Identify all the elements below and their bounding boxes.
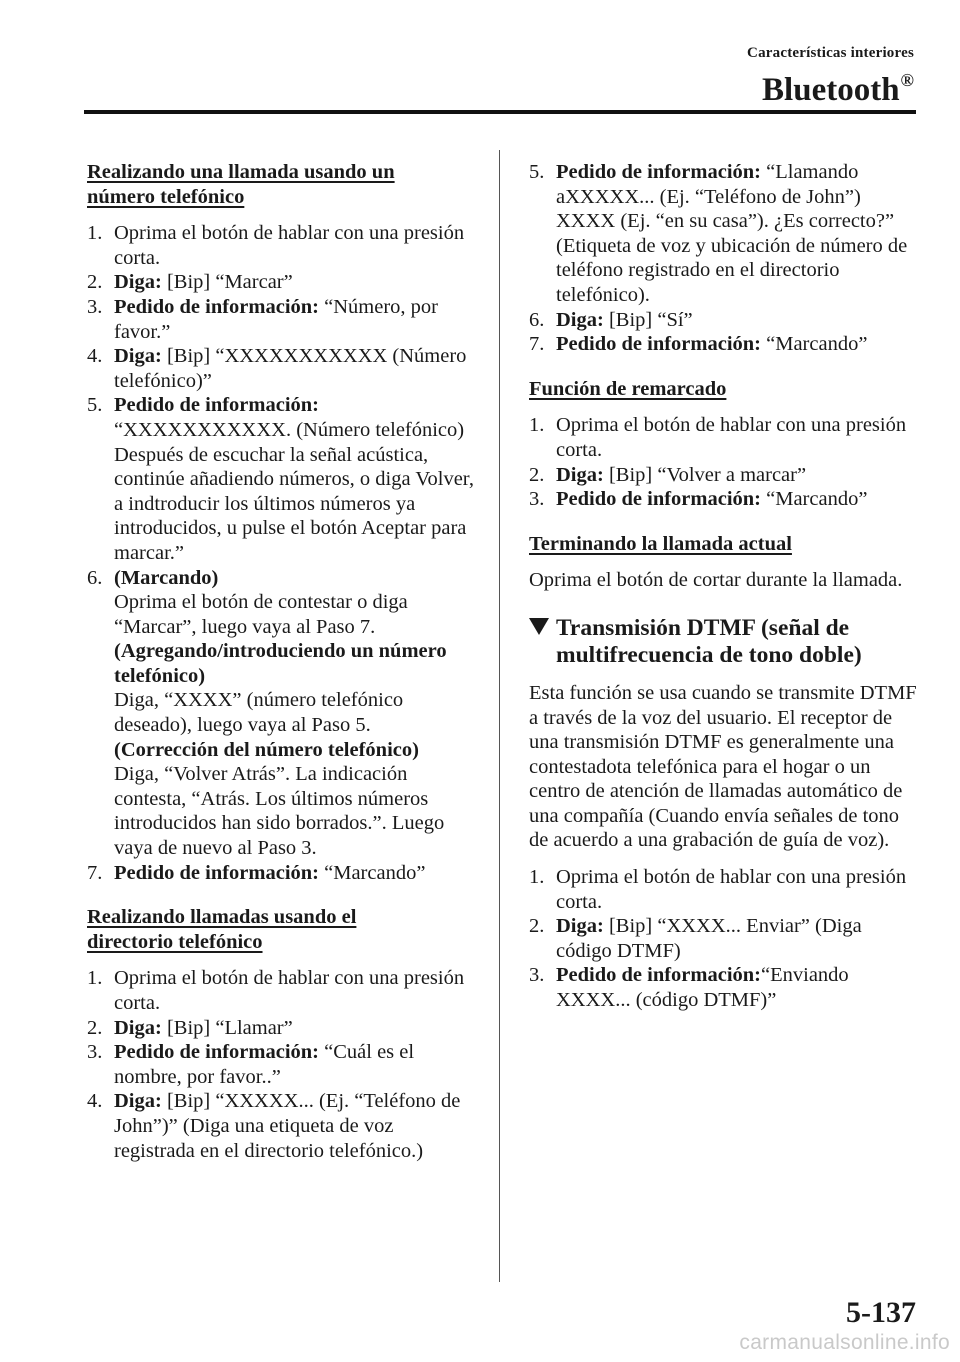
list-item: 2. Diga: [Bip] “XXXX... Enviar” (Diga código DTMF) [529, 915, 862, 962]
list-item: 1. Oprima el botón de hablar con una presión corta. [529, 866, 907, 913]
list-item: 4. Diga: [Bip] “XXXXXXXXXXX (Número telefónico)” [87, 345, 467, 392]
list-item: 5. Pedido de información: “Llamando aXXXXX... (Ej. “Teléfono de John”) XXXX (Ej. “en su casa”). ¿Es correcto?” (Etiqueta de voz y ubicación de número de teléfono registrado en el directorio telefónico). [529, 161, 908, 306]
section-heading-dtmf: Transmisión DTMF (señal de multifrecuencia de tono doble) [529, 615, 921, 669]
list-item: 5. Pedido de información: “XXXXXXXXXXX. (Número telefónico) Después de escuchar la señal acústica, continúe añadiendo números, o diga Volver, a indtroducir los últimos números ya introducidos, u pulse el botón Aceptar para marcar.” [87, 394, 474, 564]
section-heading-end-call: Terminando la llamada actual [529, 532, 792, 555]
list-item: 2. Diga: [Bip] “Llamar” [87, 1016, 293, 1039]
list-item: 4. Diga: [Bip] “XXXXX... (Ej. “Teléfono de John”)” (Diga una etiqueta de voz registrada en el directorio telefónico.) [87, 1090, 461, 1162]
page-number: 5-137 [846, 1296, 916, 1329]
list-item: 6. (Marcando) Oprima el botón de contestar o diga “Marcar”, luego vaya al Paso 7. (Agregando/introduciendo un número telefónico) Diga, “XXXX” (número telefónico deseado), luego vaya al Paso 5. (Corrección del número telefónico) Diga, “Volver Atrás”. La indicación contesta, “Atrás. Los últimos números introducidos han sido borrados.”. Luego vaya de nuevo al Paso 3. [87, 566, 447, 860]
page-title: Bluetooth® [762, 70, 914, 108]
end-call-text: Oprima el botón de cortar durante la llamada. [529, 569, 903, 592]
list-item: 7. Pedido de información: “Marcando” [529, 333, 868, 356]
left-column [87, 160, 479, 1163]
list-item: 3. Pedido de información: “Marcando” [529, 488, 868, 511]
section-heading-redial: Función de remarcado [529, 377, 727, 400]
section-label: Características interiores [747, 45, 914, 61]
list-item: 2. Diga: [Bip] “Marcar” [87, 271, 293, 294]
triangle-down-icon [529, 618, 549, 635]
column-divider [499, 150, 500, 1282]
list-item: 1. Oprima el botón de hablar con una presión corta. [87, 967, 465, 1014]
registered-mark: ® [900, 70, 914, 90]
list-item: 3. Pedido de información: “Número, por favor.” [87, 295, 438, 343]
dtmf-description: Esta función se usa cuando se transmite DTMF a través de la voz del usuario. El receptor de una transmisión DTMF es generalmente una contestadota telefónica para el hogar o un centro de atención de llamadas automático de una compañía (Cuando envía señales de tono de acuerdo a una grabación de guía de voz). [529, 681, 917, 852]
watermark: carmanualsonline.info [739, 1331, 950, 1354]
section-heading-phonebook: Realizando llamadas usando el directorio telefónico [87, 906, 357, 953]
steps-list [87, 221, 479, 885]
steps-list [87, 966, 479, 1163]
list-item: 1. Oprima el botón de hablar con una presión corta. [87, 222, 465, 269]
list-item: 1. Oprima el botón de hablar con una presión corta. [529, 414, 907, 461]
list-item: 6. Diga: [Bip] “Sí” [529, 308, 693, 331]
steps-list [529, 413, 921, 511]
header-rule [84, 110, 916, 114]
list-item: 3. Pedido de información:“Enviando XXXX... (código DTMF)” [529, 964, 849, 1012]
steps-list [529, 865, 921, 1013]
list-item: 2. Diga: [Bip] “Volver a marcar” [529, 463, 807, 486]
steps-list-continued [529, 160, 921, 357]
list-item: 7. Pedido de información: “Marcando” [87, 861, 426, 884]
section-heading-manual-number: Realizando una llamada usando un número telefónico [87, 161, 395, 208]
right-column [529, 160, 921, 1013]
list-item: 3. Pedido de información: “Cuál es el nombre, por favor..” [87, 1041, 415, 1088]
